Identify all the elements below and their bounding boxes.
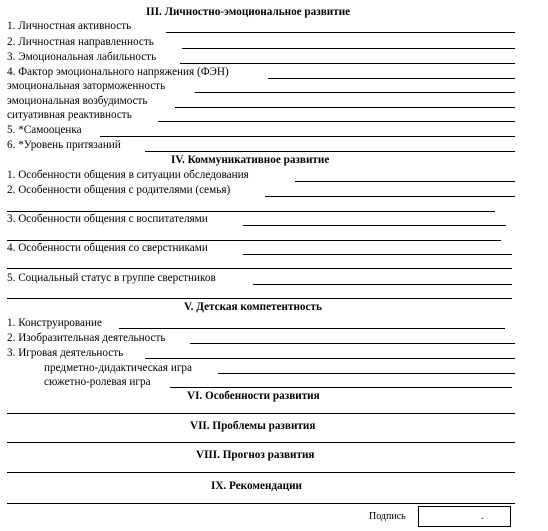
section-9-heading: IX. Рекомендации xyxy=(211,480,302,492)
field-line-visual-activity[interactable] xyxy=(190,343,515,344)
field-line-emotional-tension[interactable] xyxy=(268,78,515,79)
field-line-communication-peers-extra[interactable] xyxy=(7,268,512,269)
field-label-personal-orientation: 2. Личностная направленность xyxy=(7,36,154,48)
field-label-emotional-excitability: эмоциональная возбудимость xyxy=(7,95,148,107)
field-line-communication-peers[interactable] xyxy=(243,254,512,255)
field-label-emotional-inhibition: эмоциональная заторможенность xyxy=(7,80,166,92)
field-line-recommendations[interactable] xyxy=(7,503,515,504)
field-label-communication-peers: 4. Особенности общения со сверстниками xyxy=(7,242,208,254)
field-label-communication-examination: 1. Особенности общения в ситуации обследования xyxy=(7,169,249,181)
field-label-role-play: сюжетно-ролевая игра xyxy=(44,376,151,388)
section-7-heading: VII. Проблемы развития xyxy=(190,420,316,432)
field-line-communication-examination[interactable] xyxy=(295,181,515,182)
section-4-heading: IV. Коммуникативное развитие xyxy=(171,154,330,166)
field-line-emotional-lability[interactable] xyxy=(180,63,515,64)
field-label-emotional-lability: 3. Эмоциональная лабильность xyxy=(7,51,157,63)
field-line-personal-activity[interactable] xyxy=(166,32,515,33)
field-label-emotional-tension: 4. Фактор эмоционального напряжения (ФЭН) xyxy=(7,66,229,78)
field-label-didactic-play: предметно-дидактическая игра xyxy=(44,362,192,374)
field-line-communication-teachers[interactable] xyxy=(243,225,506,226)
field-line-situational-reactivity[interactable] xyxy=(158,121,515,122)
field-line-role-play[interactable] xyxy=(170,387,512,388)
field-line-play-activity[interactable] xyxy=(145,358,515,359)
field-line-communication-parents[interactable] xyxy=(265,196,515,197)
field-line-emotional-inhibition[interactable] xyxy=(195,92,515,93)
field-label-self-esteem: 5. *Самооценка xyxy=(7,124,82,136)
field-line-didactic-play[interactable] xyxy=(218,373,515,374)
field-line-emotional-excitability[interactable] xyxy=(175,107,515,108)
field-label-play-activity: 3. Игровая деятельность xyxy=(7,347,124,359)
field-line-construction[interactable] xyxy=(119,328,505,329)
field-line-social-status-extra[interactable] xyxy=(7,298,512,299)
field-label-aspiration-level: 6. *Уровень притязаний xyxy=(7,139,121,151)
field-label-visual-activity: 2. Изобразительная деятельность xyxy=(7,332,166,344)
section-6-heading: VI. Особенности развития xyxy=(187,390,320,402)
field-line-self-esteem[interactable] xyxy=(100,136,515,137)
field-line-development-problems[interactable] xyxy=(7,442,515,443)
signature-mark: . xyxy=(481,511,484,522)
section-8-heading: VIII. Прогноз развития xyxy=(196,449,315,461)
signature-label: Подпись xyxy=(369,511,406,522)
field-line-aspiration-level[interactable] xyxy=(145,151,515,152)
field-label-communication-teachers: 3. Особенности общения с воспитателями xyxy=(7,213,208,225)
field-line-development-features[interactable] xyxy=(7,413,515,414)
section-3-heading: III. Личностно-эмоциональное развитие xyxy=(146,6,351,18)
section-5-heading: V. Детская компетентность xyxy=(184,301,322,313)
field-line-social-status[interactable] xyxy=(253,284,512,285)
field-label-communication-parents: 2. Особенности общения с родителями (семья) xyxy=(7,184,231,196)
field-label-social-status: 5. Социальный статус в группе сверстников xyxy=(7,272,216,284)
field-label-construction: 1. Конструирование xyxy=(7,317,102,329)
field-line-development-forecast[interactable] xyxy=(7,472,515,473)
field-label-situational-reactivity: ситуативная реактивность xyxy=(7,109,132,121)
signature-box[interactable] xyxy=(418,506,511,527)
field-line-personal-orientation[interactable] xyxy=(182,48,515,49)
field-label-personal-activity: 1. Личностная активность xyxy=(7,20,132,32)
